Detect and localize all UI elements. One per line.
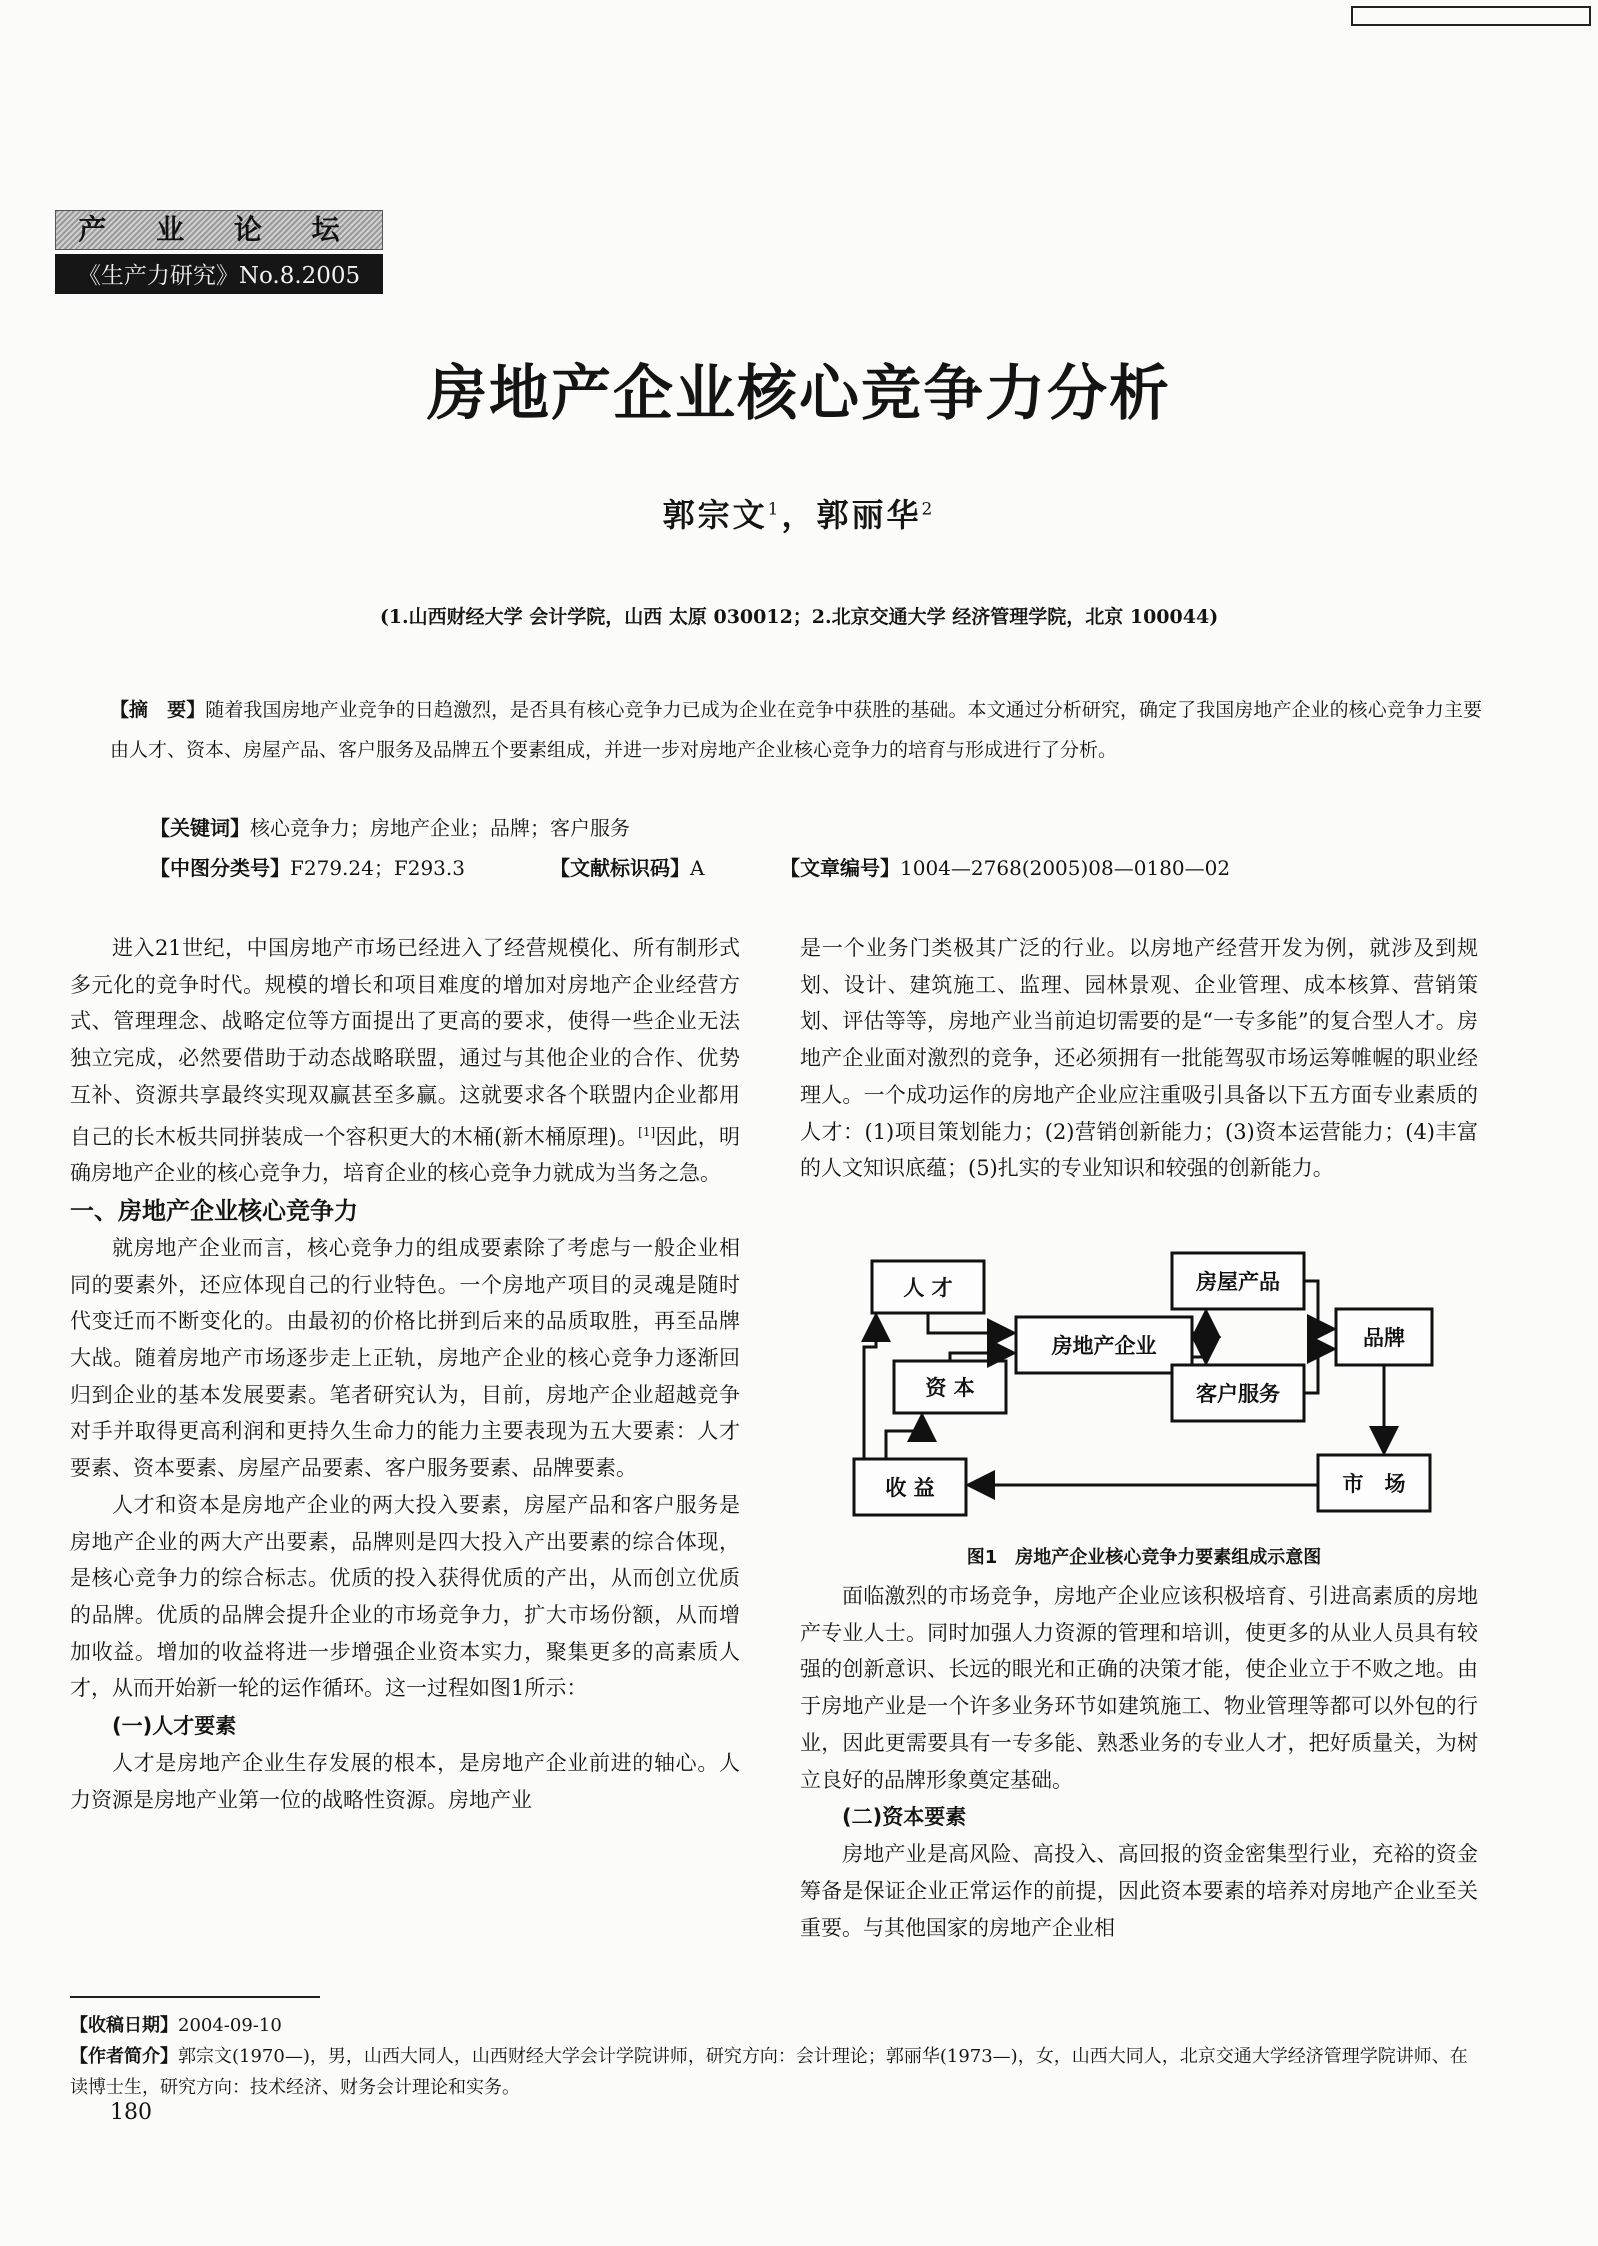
received-date-label: 【收稿日期】 <box>70 2015 178 2036</box>
column-name-banner: 产 业 论 坛 <box>55 210 383 250</box>
doc-code-label: 【文献标识码】 <box>550 856 690 880</box>
arrow-service-to-brand <box>1304 1349 1334 1393</box>
arrow-enterprise-to-product <box>1192 1311 1206 1333</box>
section-heading: 一、房地产企业核心竞争力 <box>70 1196 358 1225</box>
body-paragraph <box>70 930 740 1192</box>
body-paragraph: 就房地产企业而言，核心竞争力的组成要素除了考虑与一般企业相同的要素外，还应体现自己的行业特色。一个房地产项目的灵魂是随时代变迁而不断变化的。由最初的价格比拼到后来的品质取胜，再至品牌大战。随着房地产市场逐步走上正轨，房地产企业的核心竞争力逐渐回归到企业的基本发展要素。笔者研究认为，目前，房地产企业超越竞争对手并取得更高利润和更持久生命力的能力主要表现为五大要素：人才要素、资本要素、房屋产品要素、客户服务要素、品牌要素。 <box>70 1235 740 1481</box>
node-product-label: 房屋产品 <box>1196 1270 1280 1294</box>
figure-1-caption: 图1 房地产企业核心竞争力要素组成示意图 <box>966 1547 1322 1568</box>
node-enterprise-label: 房地产企业 <box>1051 1334 1157 1358</box>
paragraph-text: 因此，明确房地产企业的核心竞争力，培育企业的核心竞争力就成为当务之急。 <box>70 1124 740 1186</box>
left-column <box>70 930 740 1818</box>
author-name: 郭宗文 <box>662 496 768 534</box>
node-market-label: 市 场 <box>1342 1472 1406 1496</box>
keywords-label: 【关键词】 <box>150 816 250 840</box>
author-bio: 郭宗文(1970—)，男，山西大同人，山西财经大学会计学院讲师，研究方向：会计理论；郭丽华(1973—)，女，山西大同人，北京交通大学经济管理学院讲师、在读博士生，研究方向：技术经济、财务会计理论和实务。 <box>70 2046 1468 2098</box>
node-service-label: 客户服务 <box>1196 1382 1280 1406</box>
paragraph-text: 进入21世纪，中国房地产市场已经进入了经营规模化、所有制形式多元化的竞争时代。规模的增长和项目难度的增加对房地产企业经营方式、管理理念、战略定位等方面提出了更高的要求，使得一些企业无法独立完成，必然要借助于动态战略联盟，通过与其他企业的合作、优势互补、资源共享最终实现双赢甚至多赢。这就要求各个联盟内企业都用自己的长木板共同拼装成一个容积更大的木桶(新木桶原理)。 <box>70 936 740 1149</box>
author-separator: ， <box>781 496 817 534</box>
abstract-label: 【摘 要】 <box>110 699 206 721</box>
arrow-enterprise-to-service <box>1192 1357 1206 1363</box>
journal-issue-banner: 《生产力研究》No.8.2005 <box>55 254 383 294</box>
article-number: 1004—2768(2005)08—0180—02 <box>900 856 1231 880</box>
clc-number: F279.24；F293.3 <box>290 856 465 880</box>
body-paragraph: 人才和资本是房地产企业的两大投入要素，房屋产品和客户服务是房地产企业的两大产出要素，品牌则是四大投入产出要素的综合体现，是核心竞争力的综合标志。优质的投入获得优质的产出，从而创立优质的品牌。优质的品牌会提升企业的市场竞争力，扩大市场份额，从而增加收益。增加的收益将进一步增强企业资本实力，聚集更多的高素质人才，从而开始新一轮的运作循环。这一过程如图1所示： <box>70 1492 740 1701</box>
keywords: 核心竞争力；房地产企业；品牌；客户服务 <box>250 816 630 840</box>
arrow-income-to-capital <box>886 1415 922 1459</box>
body-paragraph: 面临激烈的市场竞争，房地产企业应该积极培育、引进高素质的房地产专业人士。同时加强人力资源的管理和培训，使更多的从业人员具有较强的创新意识、长远的眼光和正确的决策才能，使企业立于不败之地。由于房地产业是一个许多业务环节如建筑施工、物业管理等都可以外包的行业，因此更需要具有一专多能、熟悉业务的专业人才，把好质量关，为树立良好的品牌形象奠定基础。 <box>800 1584 1478 1792</box>
node-capital-label: 资 本 <box>925 1376 975 1400</box>
author-affiliation-mark: 2 <box>921 499 936 520</box>
body-paragraph: 房地产业是高风险、高投入、高回报的资金密集型行业，充裕的资金筹备是保证企业正常运作的前提，因此资本要素的培养对房地产企业至关重要。与其他国家的房地产企业相 <box>800 1842 1478 1940</box>
arrow-product-to-brand <box>1304 1281 1334 1329</box>
abstract <box>110 690 1482 770</box>
received-date-line <box>70 2010 1480 2041</box>
page-number: 180 <box>110 2100 152 2125</box>
figure-1-diagram <box>846 1245 1442 1557</box>
arrow-income-to-talent <box>864 1315 876 1459</box>
footnote-divider <box>70 1996 320 1998</box>
author-bio-label: 【作者简介】 <box>70 2046 178 2067</box>
article-number-row <box>780 852 1230 881</box>
author-affiliation-mark: 1 <box>767 499 782 520</box>
abstract-text: 随着我国房地产业竞争的日趋激烈，是否具有核心竞争力已成为企业在竞争中获胜的基础。本文通过分析研究，确定了我国房地产企业的核心竞争力主要由人才、资本、房屋产品、客户服务及品牌五个要素组成，并进一步对房地产企业核心竞争力的培育与形成进行了分析。 <box>110 699 1482 761</box>
keywords-row <box>150 812 630 841</box>
clc-label: 【中图分类号】 <box>150 856 290 880</box>
subsection-heading: (二)资本要素 <box>842 1805 967 1830</box>
author-line <box>0 490 1598 536</box>
received-date: 2004-09-10 <box>178 2015 282 2036</box>
right-column-top <box>800 930 1478 1187</box>
doc-code: A <box>690 856 705 880</box>
article-number-label: 【文章编号】 <box>780 856 900 880</box>
right-column-bottom <box>800 1578 1478 1946</box>
footnote <box>70 2010 1480 2103</box>
body-paragraph: 是一个业务门类极其广泛的行业。以房地产经营开发为例，就涉及到规划、设计、建筑施工、监理、园林景观、企业管理、成本核算、营销策划、评估等等，房地产业当前迫切需要的是“一专多能”的复合型人才。房地产企业面对激烈的竞争，还必须拥有一批能驾驭市场运筹帷幄的职业经理人。一个成功运作的房地产企业应注重吸引具备以下五方面专业素质的人才：(1)项目策划能力；(2)营销创新能力；(3)资本运营能力；(4)丰富的人文知识底蕴；(5)扎实的专业知识和较强的创新能力。 <box>800 936 1478 1181</box>
body-paragraph: 人才是房地产企业生存发展的根本，是房地产企业前进的轴心。人力资源是房地产业第一位的战略性资源。房地产业 <box>70 1751 740 1812</box>
subsection-heading: (一)人才要素 <box>112 1714 237 1739</box>
node-brand-label: 品牌 <box>1363 1326 1405 1350</box>
node-income-label: 收 益 <box>885 1476 935 1500</box>
node-talent-label: 人 才 <box>903 1276 953 1300</box>
clc-row <box>150 852 465 881</box>
arrow-talent-to-enterprise <box>928 1313 1014 1333</box>
citation-ref: [1] <box>638 1124 656 1139</box>
article-title: 房地产企业核心竞争力分析 <box>427 359 1171 429</box>
doc-code-row <box>550 852 704 881</box>
header-frame-box <box>1351 6 1591 26</box>
affiliations: (1.山西财经大学 会计学院，山西 太原 030012；2.北京交通大学 经济管理学院，北京 100044) <box>379 606 1219 628</box>
author-bio-line <box>70 2041 1480 2103</box>
author-name: 郭丽华 <box>816 496 922 534</box>
